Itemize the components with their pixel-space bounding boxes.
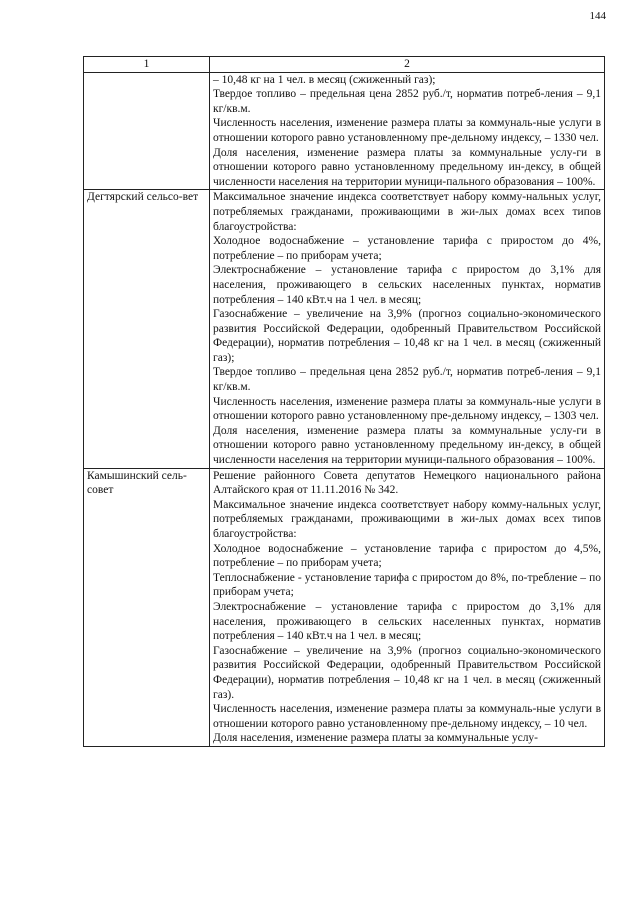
paragraph: Решение районного Совета депутатов Немецкого национального района Алтайского края от 11.11.2016 № 342.: [213, 469, 601, 497]
paragraph: – 10,48 кг на 1 чел. в месяц (сжиженный газ);: [213, 73, 436, 86]
paragraph: Численность населения, изменение размера платы за коммуналь-ные услуги в отношении которого равно установленному пре-дельному индексу, – 1303 чел.: [213, 395, 601, 423]
paragraph: Твердое топливо – предельная цена 2852 руб./т, норматив потреб-ления – 9,1 кг/кв.м.: [213, 88, 601, 115]
paragraph: Доля населения, изменение размера платы за коммунальные услу-ги в отношении которого равно установленному предельному ин-дексу, в общей численности населения на территории муници-пального образования – 100%.: [213, 146, 601, 188]
paragraph: Газоснабжение – увеличение на 3,9% (прогноз социально-экономического развития Российской Федерации, одобренный Правительством Российской Федерации), норматив потребления – 10,48 кг на 1 чел. в месяц (сжиженный газ).: [213, 644, 601, 701]
municipality-name: Камышинский сель-совет: [84, 468, 210, 746]
column-header-2: 2: [210, 57, 605, 73]
table-row: [84, 468, 605, 746]
paragraph: Электроснабжение – установление тарифа с приростом до 3,1% для населения, проживающего в сельских населенных пунктах, норматив потребления – 140 кВт.ч на 1 чел. в месяц;: [213, 600, 601, 643]
paragraph: Газоснабжение – увеличение на 3,9% (прогноз социально-экономического развития Российской Федерации, одобренный Правительством Российской Федерации), норматив потребления – 10,48 кг на 1 чел. в месяц (сжиженный газ);: [213, 308, 601, 364]
description-cell: [210, 72, 605, 190]
paragraph: Электроснабжение – установление тарифа с приростом до 3,1% для населения, проживающего в сельских населенных пунктах, норматив потребления – 140 кВт.ч на 1 чел. в месяц;: [213, 264, 601, 306]
paragraph: Доля населения, изменение размера платы за коммунальные услу-ги в отношении которого равно установленному предельному ин-дексу, в общей численности населения на территории муници-пального образования – 100%.: [213, 424, 601, 467]
table-row: [84, 72, 605, 190]
paragraph: Холодное водоснабжение – установление тарифа с приростом до 4%, потребление – по приборам учета;: [213, 235, 601, 262]
municipality-name: [84, 72, 210, 190]
table-body: [84, 72, 605, 746]
table-header-row: [84, 57, 605, 73]
column-header-1: 1: [84, 57, 210, 73]
paragraph: Численность населения, изменение размера платы за коммуналь-ные услуги в отношении которого равно установленному пре-дельному индексу, – 10 чел.: [213, 703, 601, 730]
page-number: 144: [589, 10, 606, 22]
description-cell: [210, 190, 605, 468]
paragraph: Максимальное значение индекса соответствует набору комму-нальных услуг, потребляемых гражданами, проживающими в жи-лых домах всех типов благоустройства:: [213, 191, 601, 233]
table-row: [84, 190, 605, 468]
paragraph: Теплоснабжение - установление тарифа с приростом до 8%, по-требление – по приборам учета;: [213, 571, 601, 599]
paragraph: Доля населения, изменение размера платы за коммунальные услу-: [213, 732, 539, 745]
description-cell: [210, 468, 605, 746]
paragraph: Твердое топливо – предельная цена 2852 руб./т, норматив потреб-ления – 9,1 кг/кв.м.: [213, 366, 601, 394]
municipal-table: [83, 56, 605, 747]
municipality-name: Дегтярский сельсо-вет: [84, 190, 210, 468]
paragraph: Холодное водоснабжение – установление тарифа с приростом до 4,5%, потребление – по приборам учета;: [213, 542, 601, 570]
paragraph: Численность населения, изменение размера платы за коммуналь-ные услуги в отношении которого равно установленному пре-дельному индексу, – 1330 чел.: [213, 117, 601, 144]
paragraph: Максимальное значение индекса соответствует набору комму-нальных услуг, потребляемых гражданами, проживающими в жи-лых домах всех типов благоустройства:: [213, 498, 601, 540]
